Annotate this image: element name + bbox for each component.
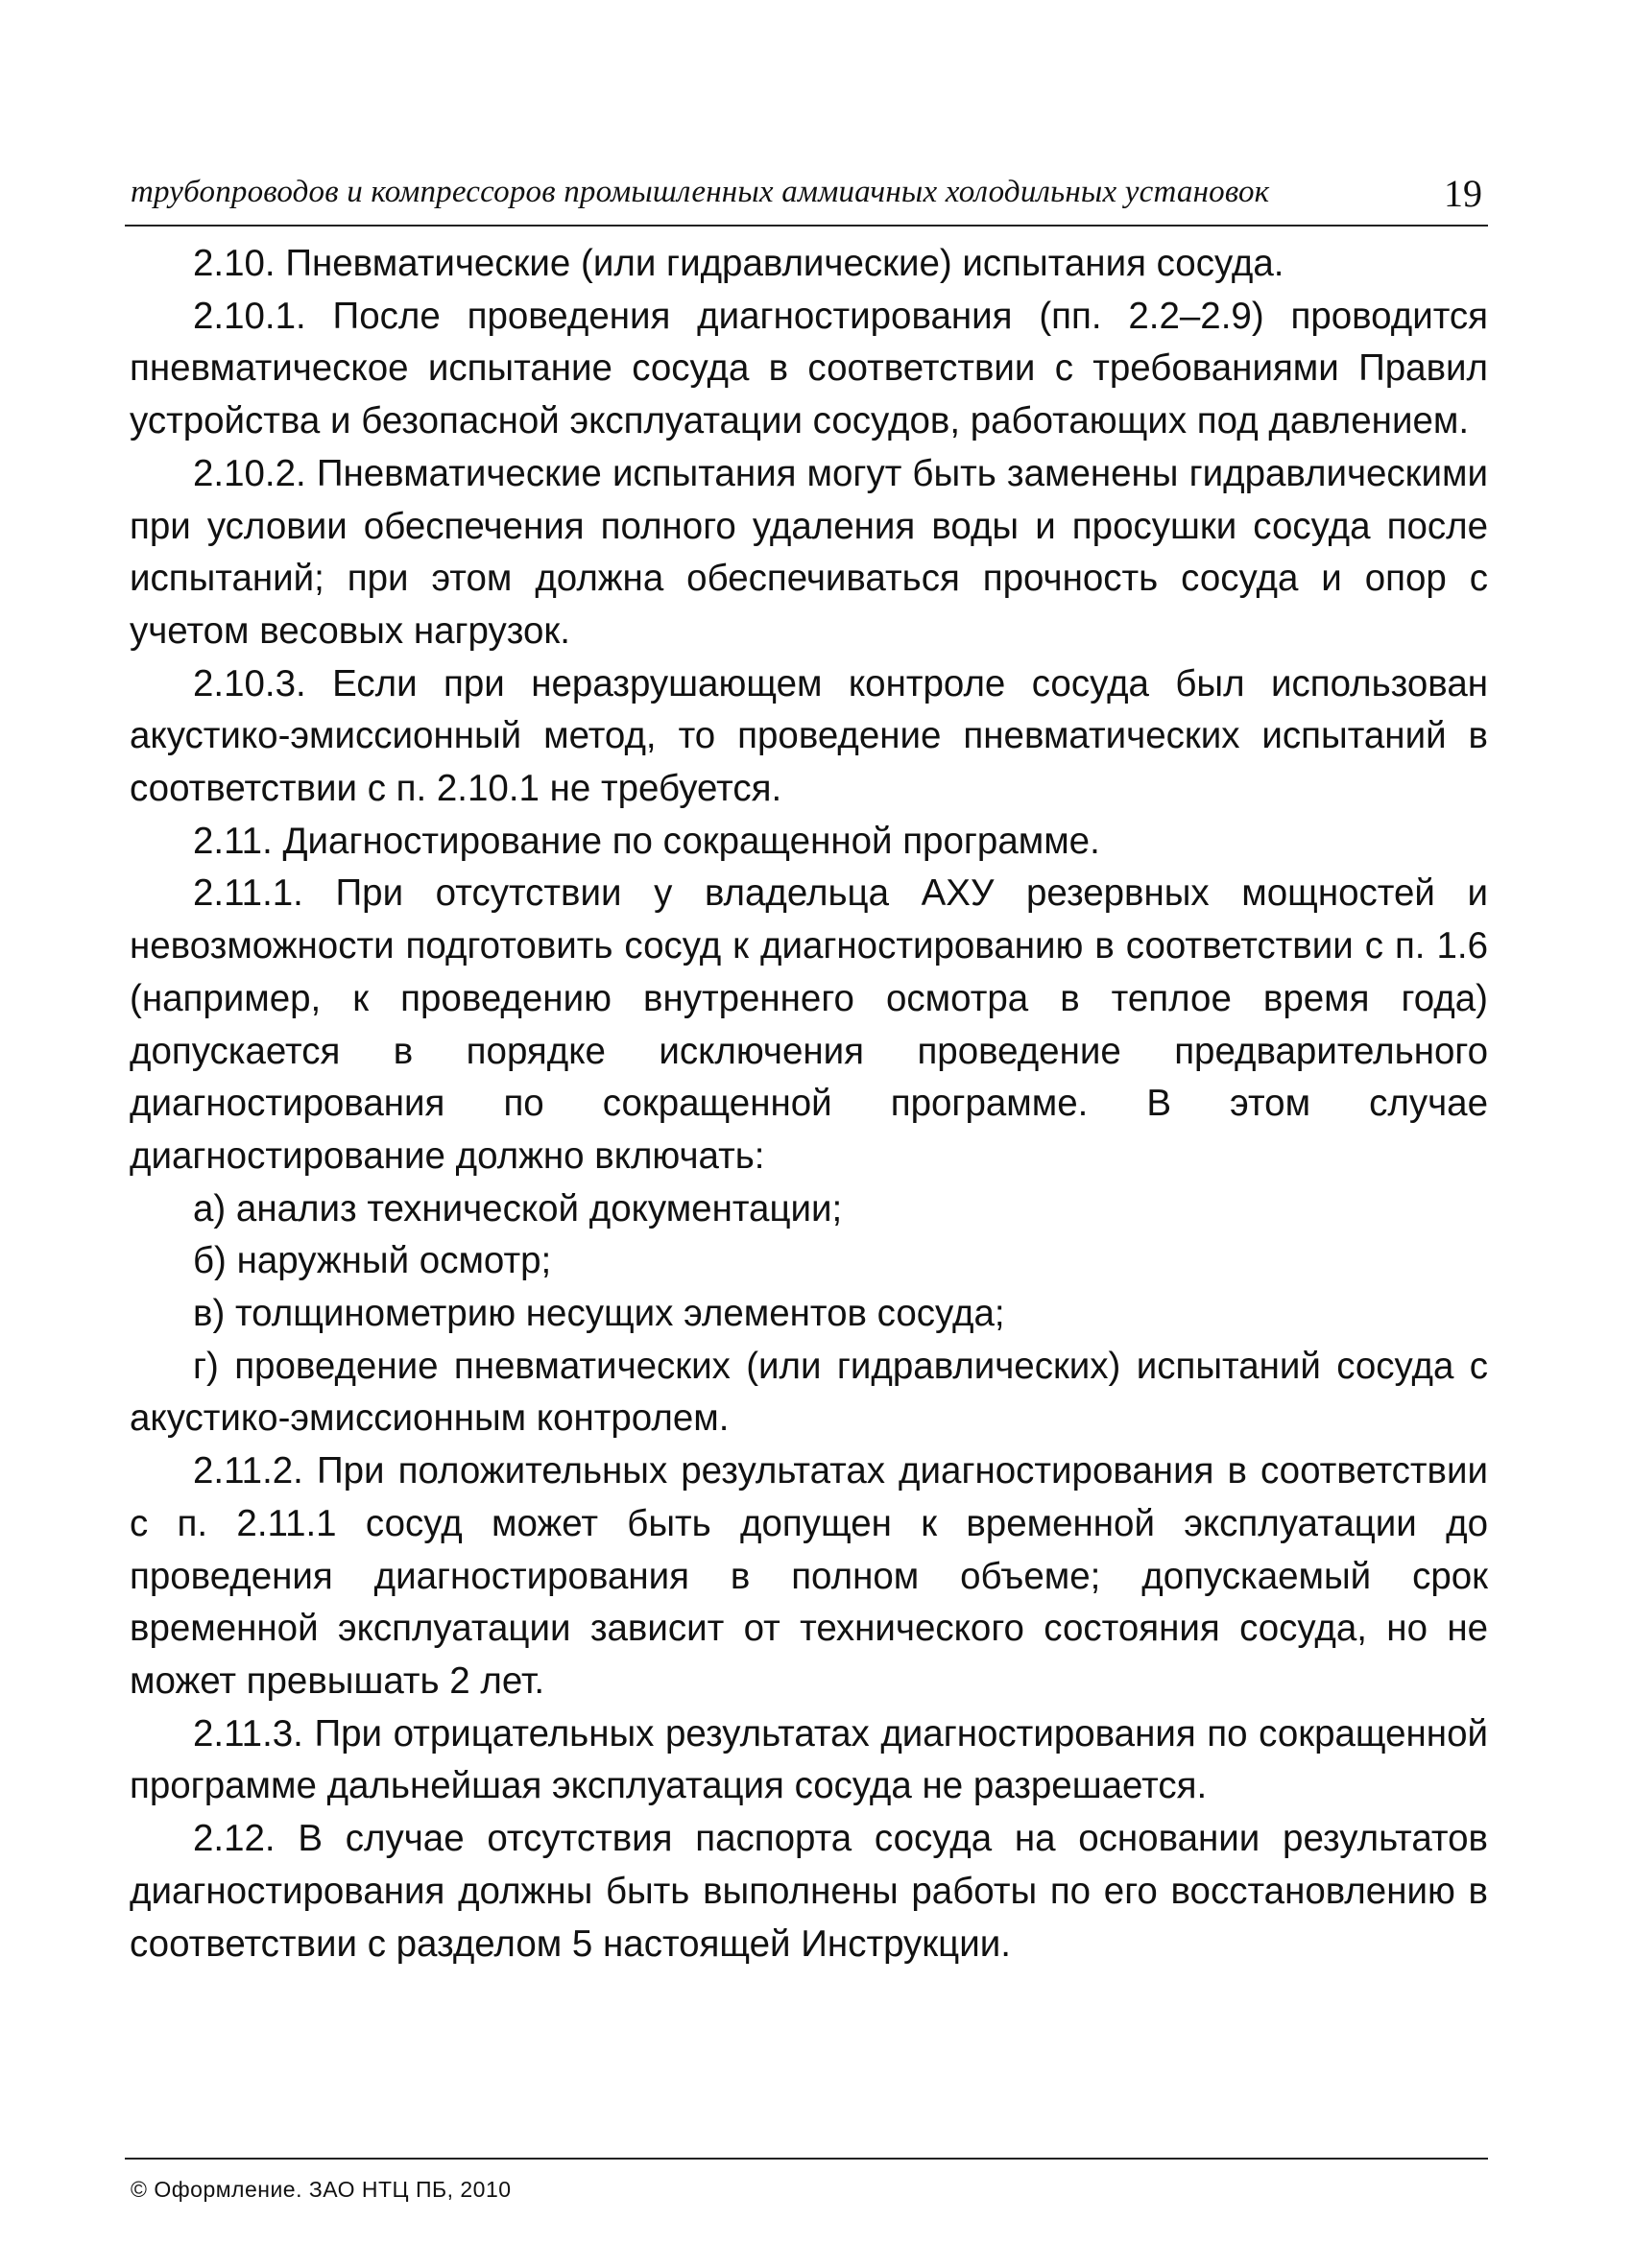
paragraph-2-10: 2.10. Пневматические (или гидравлические) испытания сосуда. — [193, 243, 1284, 284]
list-item-g: г) проведение пневматических (или гидравлических) испытаний сосуда с акустико-эмиссионным контролем. — [130, 1345, 1488, 1440]
paragraph-2-11-3: 2.11.3. При отрицательных результатах диагностирования по сокращенной программе дальнейшая эксплуатация сосуда не разрешается. — [130, 1712, 1488, 1807]
running-header-title: трубопроводов и компрессоров промышленных аммиачных холодильных установок — [131, 175, 1270, 209]
paragraph-2-10-3: 2.10.3. Если при неразрушающем контроле сосуда был использован акустико-эмиссионный метод, то проведение пневматических испытаний в соответствии с п. 2.10.1 не требуется. — [130, 662, 1488, 810]
list-item-v: в) толщинометрию несущих элементов сосуда; — [193, 1293, 1005, 1335]
copyright-footer: © Оформление. ЗАО НТЦ ПБ, 2010 — [131, 2177, 512, 2202]
body-text — [130, 238, 1488, 1970]
paragraph-2-10-2: 2.10.2. Пневматические испытания могут быть заменены гидравлическими при условии обеспечения полного удаления воды и просушки сосуда после испытаний; при этом должна обеспечиваться прочность сосуда и опор с учетом весовых нагрузок. — [130, 452, 1488, 652]
paragraph-2-10-1: 2.10.1. После проведения диагностирования (пп. 2.2–2.9) проводится пневматическое испытание сосуда в соответствии с требованиями Правил устройства и безопасной эксплуатации сосудов, работающих под давлением. — [130, 295, 1488, 442]
paragraph-2-11-2: 2.11.2. При положительных результатах диагностирования в соответствии с п. 2.11.1 сосуд может быть допущен к временной эксплуатации до проведения диагностирования в полном объеме; допускаемый срок временной эксплуатации зависит от технического состояния сосуда, но не может превышать 2 лет. — [130, 1450, 1488, 1702]
page-header — [125, 171, 1488, 227]
paragraph-2-11: 2.11. Диагностирование по сокращенной программе. — [193, 820, 1100, 862]
paragraph-2-11-1: 2.11.1. При отсутствии у владельца АХУ резервных мощностей и невозможности подготовить сосуд к диагностированию в соответствии с п. 1.6 (например, к проведению внутреннего осмотра в теплое время года) допускается в порядке исключения проведение предварительного диагностирования по сокращенной программе. В этом случае диагностирование должно включать: — [130, 872, 1488, 1177]
list-item-a: а) анализ технической документации; — [193, 1187, 843, 1229]
page-number: 19 — [1444, 172, 1482, 215]
page-footer — [125, 2158, 1488, 2202]
paragraph-2-12: 2.12. В случае отсутствия паспорта сосуда на основании результатов диагностирования должны быть выполнены работы по его восстановлению в соответствии с разделом 5 настоящей Инструкции. — [130, 1818, 1488, 1965]
list-item-b: б) наружный осмотр; — [193, 1240, 552, 1282]
